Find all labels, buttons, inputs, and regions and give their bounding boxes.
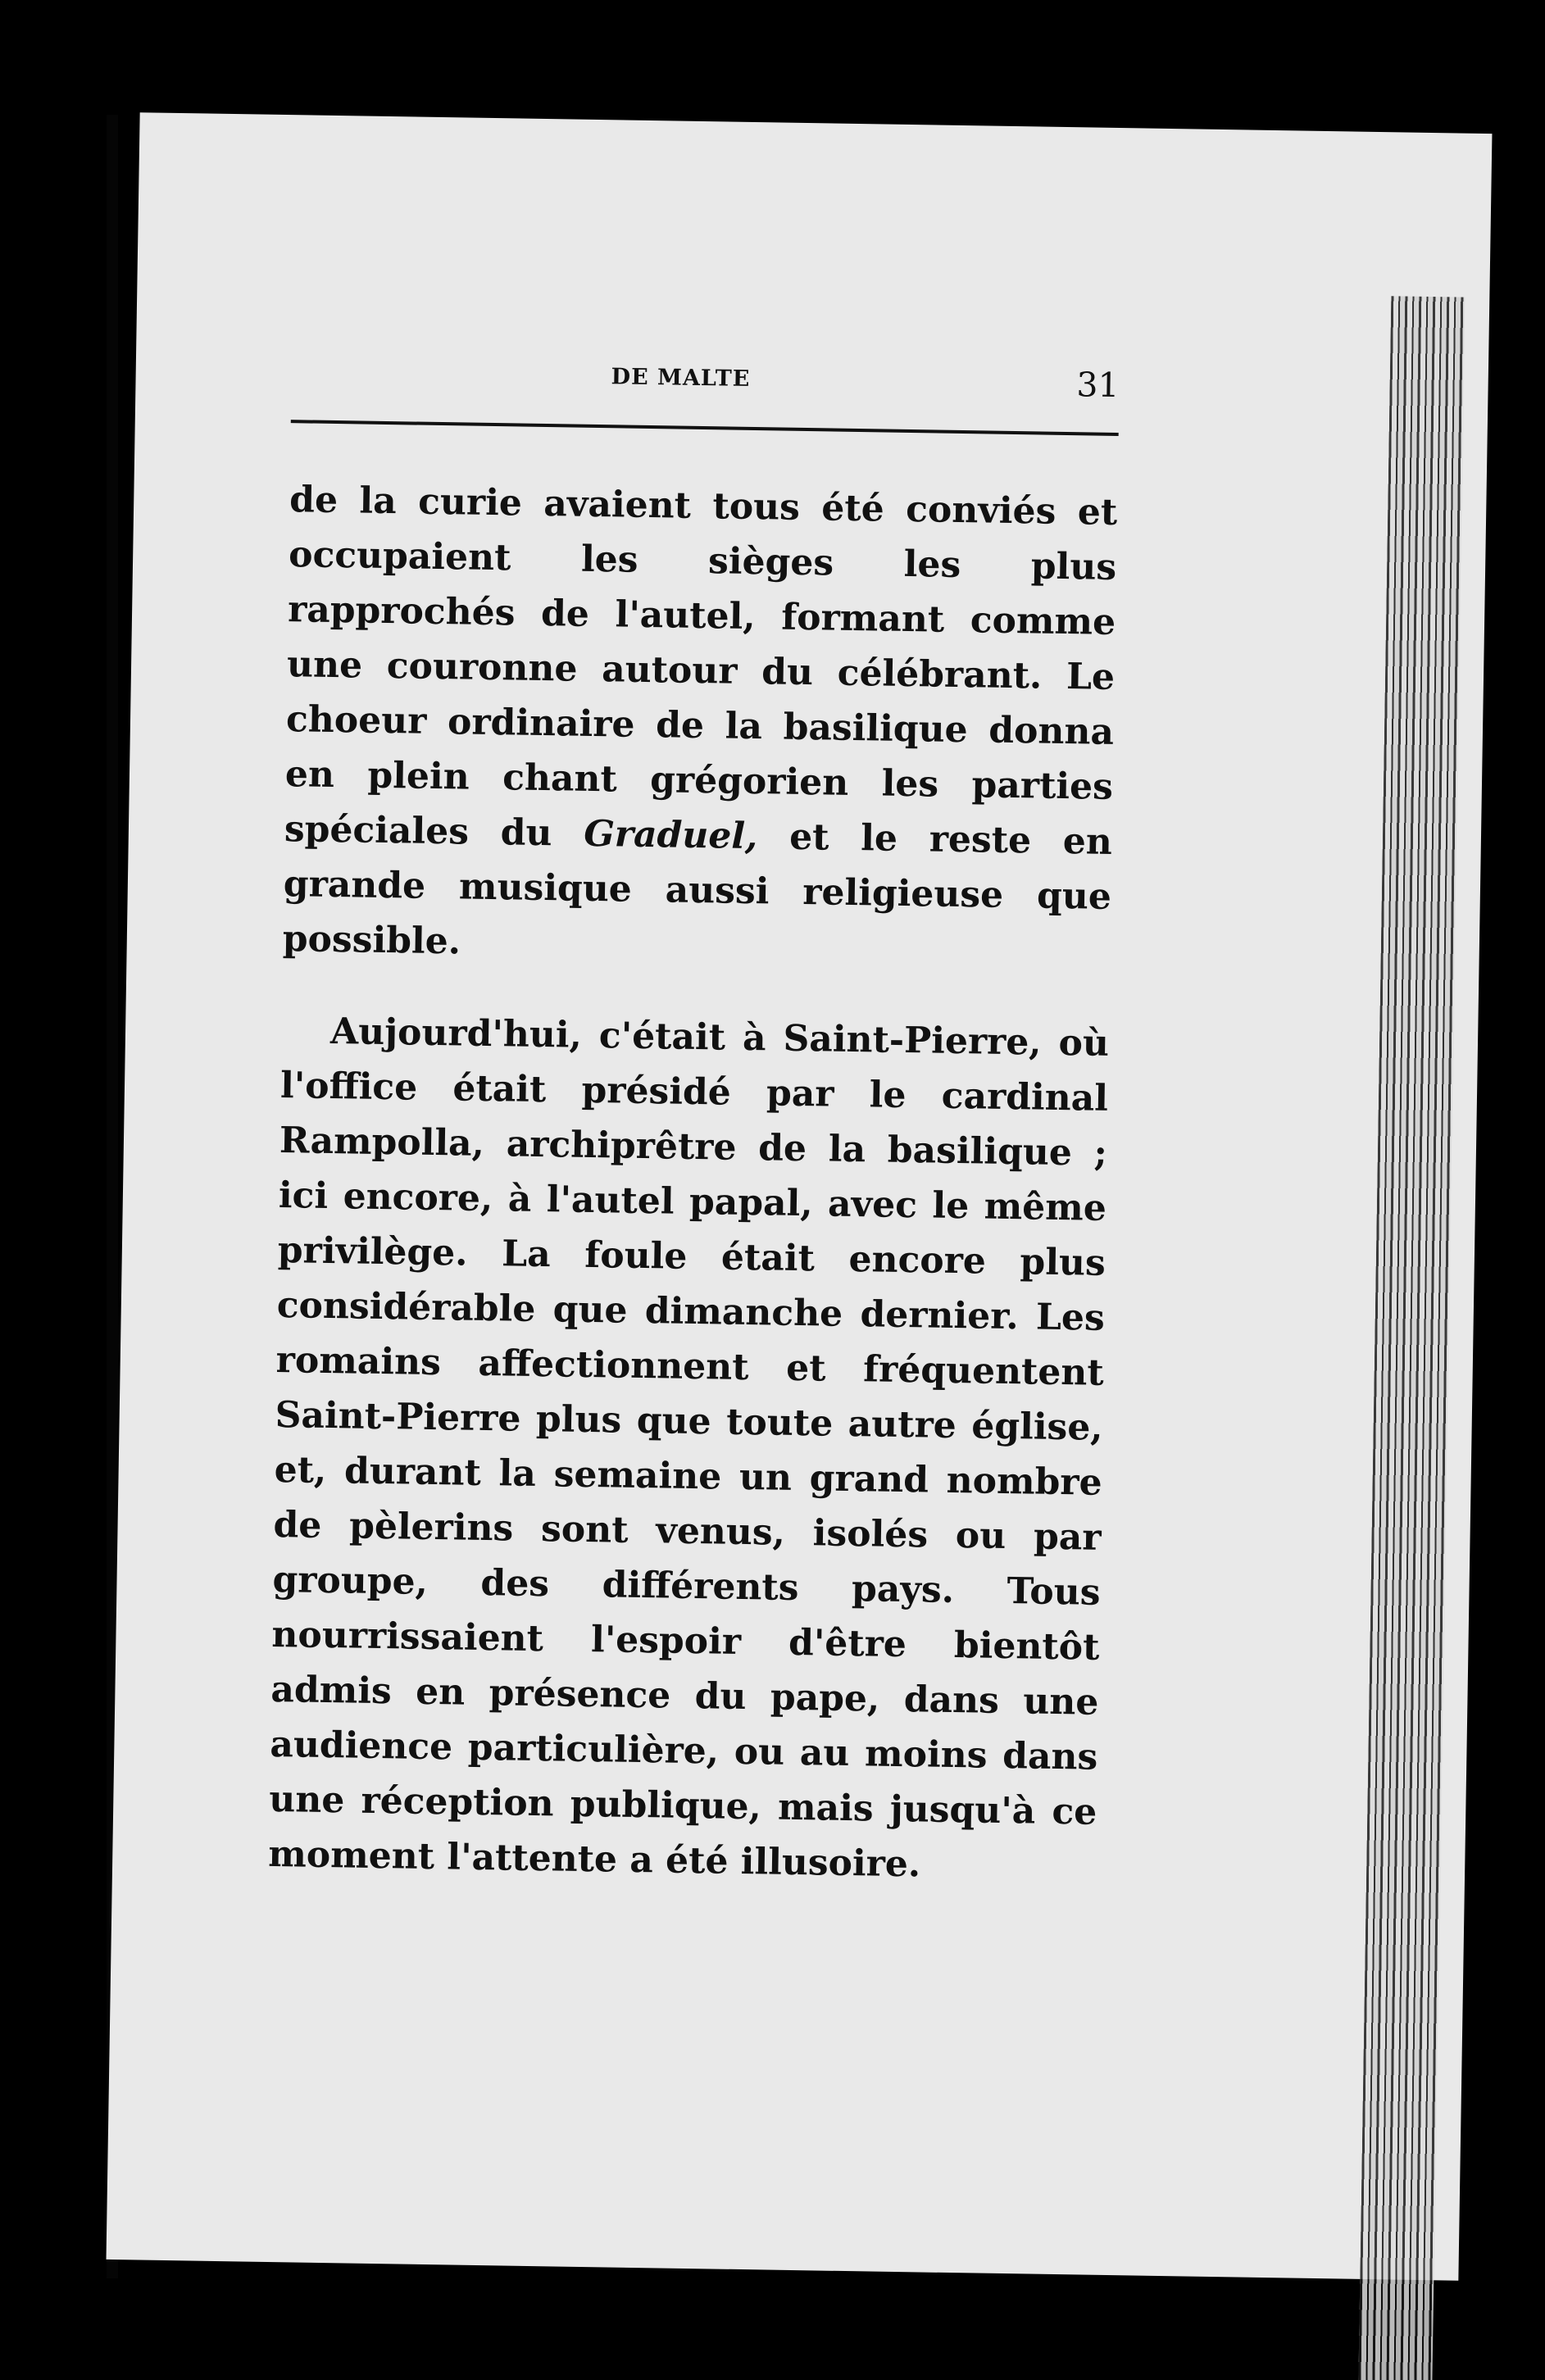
page-number: 31: [1076, 365, 1120, 406]
paragraph-1-text-start: de la curie avaient tous été conviés et occupaient les sièges les plus rapprochés de l'autel, formant comme une couronne autour du célébrant. Le choeur ordinaire de la basilique donna en plein chant grégorien les parties spéciales du: [284, 479, 1118, 855]
header-rule: [291, 420, 1119, 436]
paragraph-1-text-end: et le reste en grande musique aussi religieuse que possible.: [282, 815, 1113, 963]
paragraph-1: [282, 472, 1117, 979]
running-head: [291, 352, 1120, 415]
paragraph-2: Aujourd'hui, c'était à Saint-Pierre, où l'office était présidé par le cardinal Rampolla, archiprêtre de la basilique ; ici encore, à l'autel papal, avec le même privilège. La foule était encore plus considérable que dimanche dernier. Les romains affectionnent et fréquentent Saint-Pierre plus que toute autre église, et, durant la semaine un grand nombre de pèlerins sont venus, isolés ou par groupe, des différents pays. Tous nourrissaient l'espoir d'être bientôt admis en présence du pape, dans une audience particulière, ou au moins dans une réception publique, mais jusqu'à ce moment l'attente a été illusoire.: [267, 1010, 1110, 1886]
book-page: [107, 112, 1493, 2281]
page-stack-edge: [1358, 296, 1465, 2380]
paragraph-1-italic-word: Graduel,: [583, 812, 758, 858]
page-content: [268, 352, 1120, 1895]
running-title: DE MALTE: [611, 364, 751, 392]
